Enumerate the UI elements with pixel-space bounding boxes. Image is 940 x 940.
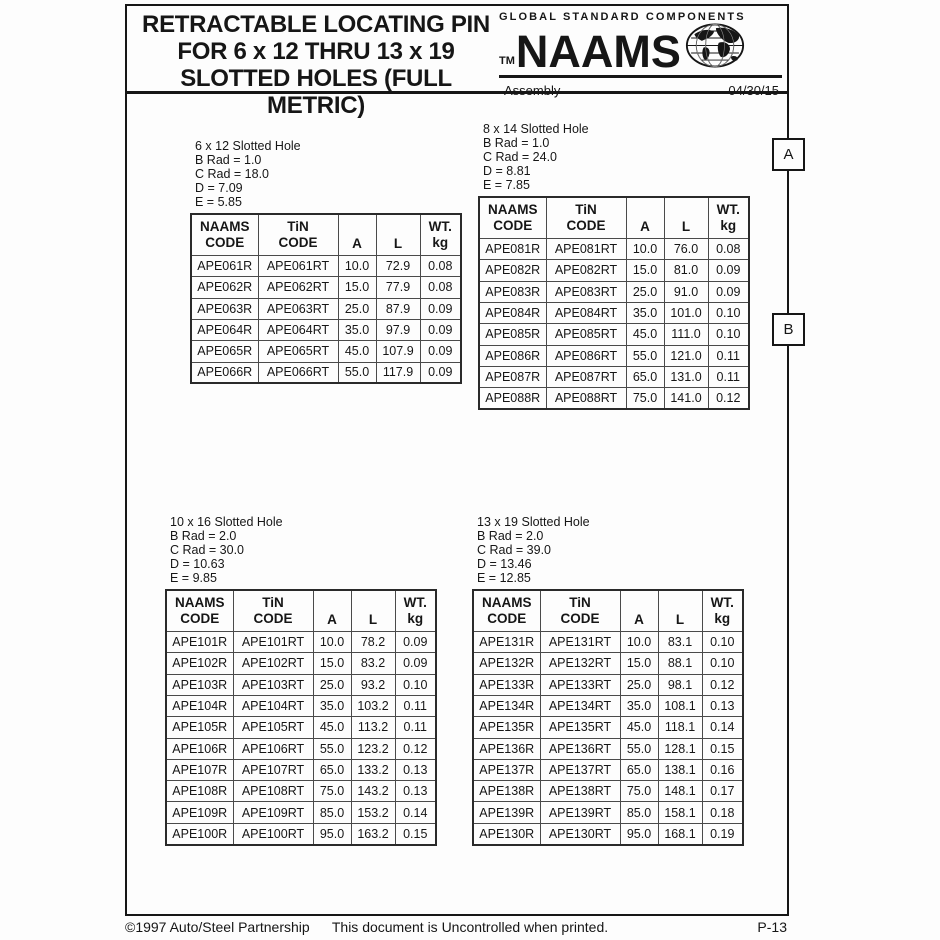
- cell-l: 78.2: [351, 632, 395, 653]
- cell-naams-code: APE088R: [479, 388, 546, 409]
- table-row: [479, 239, 749, 260]
- page-title-line: SLOTTED HOLES (FULL METRIC): [180, 65, 452, 119]
- spec-block: [477, 516, 744, 586]
- side-tab-b: [772, 313, 805, 346]
- cell-l: 103.2: [351, 695, 395, 716]
- cell-tin-code: APE109RT: [233, 802, 313, 823]
- table-row: [166, 738, 436, 759]
- spec-line: C Rad = 30.0: [170, 542, 245, 557]
- cell-a: 35.0: [313, 695, 351, 716]
- cell-naams-code: APE064R: [191, 319, 258, 340]
- table-row: [479, 324, 749, 345]
- cell-wt-kg: 0.08: [420, 256, 461, 277]
- cell-tin-code: APE107RT: [233, 759, 313, 780]
- spec-line: 13 x 19 Slotted Hole: [477, 515, 590, 529]
- cell-l: 98.1: [658, 674, 702, 695]
- brand-meta-row: [499, 83, 782, 98]
- cell-l: 168.1: [658, 823, 702, 844]
- cell-l: 72.9: [376, 256, 420, 277]
- table-row: [191, 341, 461, 362]
- cell-wt-kg: 0.16: [702, 759, 743, 780]
- spec-line: B Rad = 1.0: [195, 152, 262, 167]
- col-header-naams-code: NAAMS CODE: [191, 214, 258, 256]
- cell-l: 77.9: [376, 277, 420, 298]
- table-row: [479, 260, 749, 281]
- cell-naams-code: APE132R: [473, 653, 540, 674]
- cell-naams-code: APE136R: [473, 738, 540, 759]
- naams-logo-block: [499, 11, 782, 98]
- spec-line: 10 x 16 Slotted Hole: [170, 515, 283, 529]
- col-header-tin-code: TiN CODE: [258, 214, 338, 256]
- cell-tin-code: APE064RT: [258, 319, 338, 340]
- cell-wt-kg: 0.09: [420, 362, 461, 383]
- cell-a: 65.0: [313, 759, 351, 780]
- cell-naams-code: APE083R: [479, 281, 546, 302]
- header-row: [166, 590, 436, 632]
- cell-a: 15.0: [313, 653, 351, 674]
- table-row: [166, 759, 436, 780]
- cell-l: 121.0: [664, 345, 708, 366]
- cell-wt-kg: 0.14: [395, 802, 436, 823]
- cell-tin-code: APE085RT: [546, 324, 626, 345]
- cell-a: 45.0: [313, 717, 351, 738]
- table-row: [166, 674, 436, 695]
- spec-line: B Rad = 2.0: [477, 528, 544, 543]
- table-row: [166, 653, 436, 674]
- cell-wt-kg: 0.11: [708, 345, 749, 366]
- cell-naams-code: APE109R: [166, 802, 233, 823]
- cell-tin-code: APE062RT: [258, 277, 338, 298]
- cell-tin-code: APE108RT: [233, 781, 313, 802]
- spec-line: E = 7.85: [483, 177, 530, 192]
- page-number: P-13: [757, 919, 787, 935]
- cell-naams-code: APE133R: [473, 674, 540, 695]
- cell-naams-code: APE065R: [191, 341, 258, 362]
- cell-wt-kg: 0.09: [420, 298, 461, 319]
- cell-tin-code: APE106RT: [233, 738, 313, 759]
- cell-tin-code: APE100RT: [233, 823, 313, 844]
- cell-a: 65.0: [620, 759, 658, 780]
- data-table: [472, 589, 744, 846]
- cell-l: 141.0: [664, 388, 708, 409]
- cell-tin-code: APE134RT: [540, 695, 620, 716]
- cell-naams-code: APE103R: [166, 674, 233, 695]
- spec-block: [170, 516, 437, 586]
- document-footer: [0, 919, 940, 940]
- cell-tin-code: APE088RT: [546, 388, 626, 409]
- cell-l: 83.1: [658, 632, 702, 653]
- header-row: [479, 197, 749, 239]
- cell-tin-code: APE138RT: [540, 781, 620, 802]
- cell-wt-kg: 0.13: [395, 759, 436, 780]
- cell-a: 55.0: [620, 738, 658, 759]
- cell-a: 35.0: [626, 302, 664, 323]
- page-title-line: RETRACTABLE LOCATING PIN: [142, 11, 490, 38]
- cell-a: 10.0: [620, 632, 658, 653]
- cell-tin-code: APE066RT: [258, 362, 338, 383]
- spec-block: [195, 140, 462, 210]
- cell-naams-code: APE066R: [191, 362, 258, 383]
- col-header-tin-code: TiN CODE: [233, 590, 313, 632]
- table-row: [473, 717, 743, 738]
- cell-tin-code: APE104RT: [233, 695, 313, 716]
- cell-l: 123.2: [351, 738, 395, 759]
- cell-tin-code: APE065RT: [258, 341, 338, 362]
- spec-line: E = 12.85: [477, 570, 531, 585]
- cell-l: 83.2: [351, 653, 395, 674]
- cell-wt-kg: 0.10: [702, 632, 743, 653]
- side-tab-a: [772, 138, 805, 171]
- table-row: [191, 256, 461, 277]
- cell-l: 143.2: [351, 781, 395, 802]
- cell-wt-kg: 0.09: [708, 260, 749, 281]
- cell-tin-code: APE083RT: [546, 281, 626, 302]
- table-row: [479, 388, 749, 409]
- cell-wt-kg: 0.13: [395, 781, 436, 802]
- cell-tin-code: APE103RT: [233, 674, 313, 695]
- cell-a: 75.0: [313, 781, 351, 802]
- cell-wt-kg: 0.09: [708, 281, 749, 302]
- cell-a: 10.0: [626, 239, 664, 260]
- table-row: [473, 674, 743, 695]
- cell-a: 85.0: [313, 802, 351, 823]
- cell-l: 93.2: [351, 674, 395, 695]
- table-group: [165, 516, 437, 846]
- cell-naams-code: APE138R: [473, 781, 540, 802]
- spec-line: D = 13.46: [477, 556, 532, 571]
- cell-l: 91.0: [664, 281, 708, 302]
- table-group: [472, 516, 744, 846]
- table-row: [166, 823, 436, 844]
- document-category: Assembly: [504, 83, 561, 98]
- cell-a: 45.0: [620, 717, 658, 738]
- table-row: [191, 362, 461, 383]
- spec-block: [483, 123, 750, 193]
- cell-tin-code: APE084RT: [546, 302, 626, 323]
- cell-wt-kg: 0.17: [702, 781, 743, 802]
- cell-wt-kg: 0.19: [702, 823, 743, 844]
- cell-naams-code: APE087R: [479, 366, 546, 387]
- cell-a: 65.0: [626, 366, 664, 387]
- cell-l: 81.0: [664, 260, 708, 281]
- cell-naams-code: APE086R: [479, 345, 546, 366]
- spec-line: E = 5.85: [195, 194, 242, 209]
- cell-naams-code: APE108R: [166, 781, 233, 802]
- cell-wt-kg: 0.09: [420, 319, 461, 340]
- cell-l: 131.0: [664, 366, 708, 387]
- table-row: [479, 366, 749, 387]
- cell-l: 97.9: [376, 319, 420, 340]
- cell-wt-kg: 0.11: [395, 695, 436, 716]
- cell-tin-code: APE061RT: [258, 256, 338, 277]
- cell-naams-code: APE082R: [479, 260, 546, 281]
- cell-tin-code: APE101RT: [233, 632, 313, 653]
- cell-naams-code: APE106R: [166, 738, 233, 759]
- globe-icon: [685, 23, 745, 73]
- col-header-a: A: [338, 214, 376, 256]
- col-header-naams-code: NAAMS CODE: [479, 197, 546, 239]
- cell-wt-kg: 0.15: [395, 823, 436, 844]
- cell-a: 25.0: [338, 298, 376, 319]
- cell-naams-code: APE134R: [473, 695, 540, 716]
- table-row: [191, 298, 461, 319]
- cell-tin-code: APE137RT: [540, 759, 620, 780]
- spec-line: E = 9.85: [170, 570, 217, 585]
- cell-naams-code: APE084R: [479, 302, 546, 323]
- cell-wt-kg: 0.10: [395, 674, 436, 695]
- col-header-tin-code: TiN CODE: [540, 590, 620, 632]
- spec-line: 8 x 14 Slotted Hole: [483, 122, 589, 136]
- cell-tin-code: APE087RT: [546, 366, 626, 387]
- cell-a: 45.0: [338, 341, 376, 362]
- data-table: [478, 196, 750, 410]
- cell-naams-code: APE061R: [191, 256, 258, 277]
- cell-l: 158.1: [658, 802, 702, 823]
- copyright-text: ©1997 Auto/Steel Partnership: [125, 919, 310, 935]
- cell-a: 25.0: [626, 281, 664, 302]
- cell-wt-kg: 0.12: [708, 388, 749, 409]
- brand-tagline: GLOBAL STANDARD COMPONENTS: [499, 11, 746, 23]
- document-date: 04/30/15: [728, 83, 779, 98]
- spec-line: D = 7.09: [195, 180, 243, 195]
- col-header-l: L: [658, 590, 702, 632]
- spec-line: C Rad = 39.0: [477, 542, 552, 557]
- cell-a: 15.0: [626, 260, 664, 281]
- col-header-a: A: [620, 590, 658, 632]
- data-table: [165, 589, 437, 846]
- header-row: [191, 214, 461, 256]
- cell-a: 10.0: [313, 632, 351, 653]
- cell-tin-code: APE136RT: [540, 738, 620, 759]
- cell-l: 88.1: [658, 653, 702, 674]
- cell-wt-kg: 0.08: [420, 277, 461, 298]
- cell-naams-code: APE101R: [166, 632, 233, 653]
- spec-line: 6 x 12 Slotted Hole: [195, 139, 301, 153]
- col-header-wt-kg: WT. kg: [708, 197, 749, 239]
- cell-tin-code: APE086RT: [546, 345, 626, 366]
- spec-line: D = 10.63: [170, 556, 225, 571]
- header-row: [473, 590, 743, 632]
- col-header-a: A: [313, 590, 351, 632]
- col-header-l: L: [664, 197, 708, 239]
- cell-a: 25.0: [313, 674, 351, 695]
- col-header-tin-code: TiN CODE: [546, 197, 626, 239]
- cell-tin-code: APE139RT: [540, 802, 620, 823]
- table-row: [473, 759, 743, 780]
- cell-naams-code: APE137R: [473, 759, 540, 780]
- cell-a: 35.0: [338, 319, 376, 340]
- cell-naams-code: APE131R: [473, 632, 540, 653]
- cell-wt-kg: 0.10: [708, 302, 749, 323]
- col-header-naams-code: NAAMS CODE: [166, 590, 233, 632]
- cell-l: 111.0: [664, 324, 708, 345]
- cell-naams-code: APE062R: [191, 277, 258, 298]
- cell-a: 55.0: [626, 345, 664, 366]
- cell-wt-kg: 0.15: [702, 738, 743, 759]
- cell-wt-kg: 0.09: [395, 653, 436, 674]
- spec-line: D = 8.81: [483, 163, 531, 178]
- cell-naams-code: APE139R: [473, 802, 540, 823]
- table-row: [479, 345, 749, 366]
- side-tab-label: B: [783, 321, 794, 338]
- cell-l: 163.2: [351, 823, 395, 844]
- table-row: [166, 632, 436, 653]
- cell-l: 148.1: [658, 781, 702, 802]
- cell-a: 10.0: [338, 256, 376, 277]
- cell-tin-code: APE131RT: [540, 632, 620, 653]
- cell-tin-code: APE130RT: [540, 823, 620, 844]
- cell-wt-kg: 0.14: [702, 717, 743, 738]
- cell-a: 85.0: [620, 802, 658, 823]
- cell-l: 138.1: [658, 759, 702, 780]
- col-header-l: L: [376, 214, 420, 256]
- cell-a: 75.0: [626, 388, 664, 409]
- cell-naams-code: APE081R: [479, 239, 546, 260]
- brand-name: NAAMS: [515, 26, 681, 77]
- col-header-wt-kg: WT. kg: [702, 590, 743, 632]
- col-header-a: A: [626, 197, 664, 239]
- table-row: [473, 695, 743, 716]
- cell-a: 25.0: [620, 674, 658, 695]
- cell-l: 76.0: [664, 239, 708, 260]
- cell-l: 113.2: [351, 717, 395, 738]
- cell-l: 108.1: [658, 695, 702, 716]
- cell-tin-code: APE132RT: [540, 653, 620, 674]
- cell-a: 35.0: [620, 695, 658, 716]
- cell-wt-kg: 0.09: [395, 632, 436, 653]
- table-row: [191, 277, 461, 298]
- side-tab-label: A: [783, 146, 794, 163]
- cell-l: 133.2: [351, 759, 395, 780]
- cell-wt-kg: 0.08: [708, 239, 749, 260]
- cell-naams-code: APE130R: [473, 823, 540, 844]
- cell-l: 128.1: [658, 738, 702, 759]
- table-row: [166, 802, 436, 823]
- data-table: [190, 213, 462, 385]
- table-row: [191, 319, 461, 340]
- trademark-symbol: TM: [499, 55, 515, 67]
- table-row: [166, 717, 436, 738]
- cell-l: 117.9: [376, 362, 420, 383]
- cell-tin-code: APE082RT: [546, 260, 626, 281]
- table-group: [190, 140, 462, 384]
- cell-a: 15.0: [338, 277, 376, 298]
- cell-naams-code: APE107R: [166, 759, 233, 780]
- cell-naams-code: APE104R: [166, 695, 233, 716]
- cell-wt-kg: 0.09: [420, 341, 461, 362]
- cell-naams-code: APE135R: [473, 717, 540, 738]
- col-header-wt-kg: WT. kg: [420, 214, 461, 256]
- spec-line: C Rad = 18.0: [195, 166, 270, 181]
- page-title: [133, 11, 499, 119]
- cell-wt-kg: 0.11: [708, 366, 749, 387]
- spec-line: C Rad = 24.0: [483, 149, 558, 164]
- cell-naams-code: APE100R: [166, 823, 233, 844]
- cell-tin-code: APE133RT: [540, 674, 620, 695]
- cell-l: 107.9: [376, 341, 420, 362]
- cell-a: 95.0: [620, 823, 658, 844]
- table-row: [479, 281, 749, 302]
- cell-naams-code: APE102R: [166, 653, 233, 674]
- table-row: [166, 781, 436, 802]
- cell-l: 101.0: [664, 302, 708, 323]
- cell-a: 45.0: [626, 324, 664, 345]
- col-header-wt-kg: WT. kg: [395, 590, 436, 632]
- cell-l: 153.2: [351, 802, 395, 823]
- col-header-l: L: [351, 590, 395, 632]
- table-row: [166, 695, 436, 716]
- cell-tin-code: APE135RT: [540, 717, 620, 738]
- cell-tin-code: APE105RT: [233, 717, 313, 738]
- table-group: [478, 123, 750, 410]
- cell-a: 95.0: [313, 823, 351, 844]
- cell-wt-kg: 0.10: [708, 324, 749, 345]
- cell-tin-code: APE063RT: [258, 298, 338, 319]
- cell-wt-kg: 0.10: [702, 653, 743, 674]
- table-row: [473, 802, 743, 823]
- cell-l: 87.9: [376, 298, 420, 319]
- cell-a: 15.0: [620, 653, 658, 674]
- page-title-line: FOR 6 x 12 THRU 13 x 19: [177, 38, 455, 65]
- cell-naams-code: APE085R: [479, 324, 546, 345]
- cell-tin-code: APE081RT: [546, 239, 626, 260]
- table-row: [479, 302, 749, 323]
- spec-line: B Rad = 1.0: [483, 135, 550, 150]
- cell-a: 75.0: [620, 781, 658, 802]
- spec-line: B Rad = 2.0: [170, 528, 237, 543]
- col-header-naams-code: NAAMS CODE: [473, 590, 540, 632]
- table-row: [473, 738, 743, 759]
- uncontrolled-notice: This document is Uncontrolled when printed.: [331, 919, 609, 935]
- cell-naams-code: APE105R: [166, 717, 233, 738]
- cell-wt-kg: 0.13: [702, 695, 743, 716]
- cell-wt-kg: 0.18: [702, 802, 743, 823]
- cell-wt-kg: 0.12: [702, 674, 743, 695]
- cell-l: 118.1: [658, 717, 702, 738]
- table-row: [473, 823, 743, 844]
- cell-wt-kg: 0.11: [395, 717, 436, 738]
- cell-naams-code: APE063R: [191, 298, 258, 319]
- cell-a: 55.0: [313, 738, 351, 759]
- cell-tin-code: APE102RT: [233, 653, 313, 674]
- cell-wt-kg: 0.12: [395, 738, 436, 759]
- document-header: [127, 6, 787, 119]
- table-row: [473, 632, 743, 653]
- cell-a: 55.0: [338, 362, 376, 383]
- table-row: [473, 781, 743, 802]
- table-row: [473, 653, 743, 674]
- brand-row: [499, 23, 782, 77]
